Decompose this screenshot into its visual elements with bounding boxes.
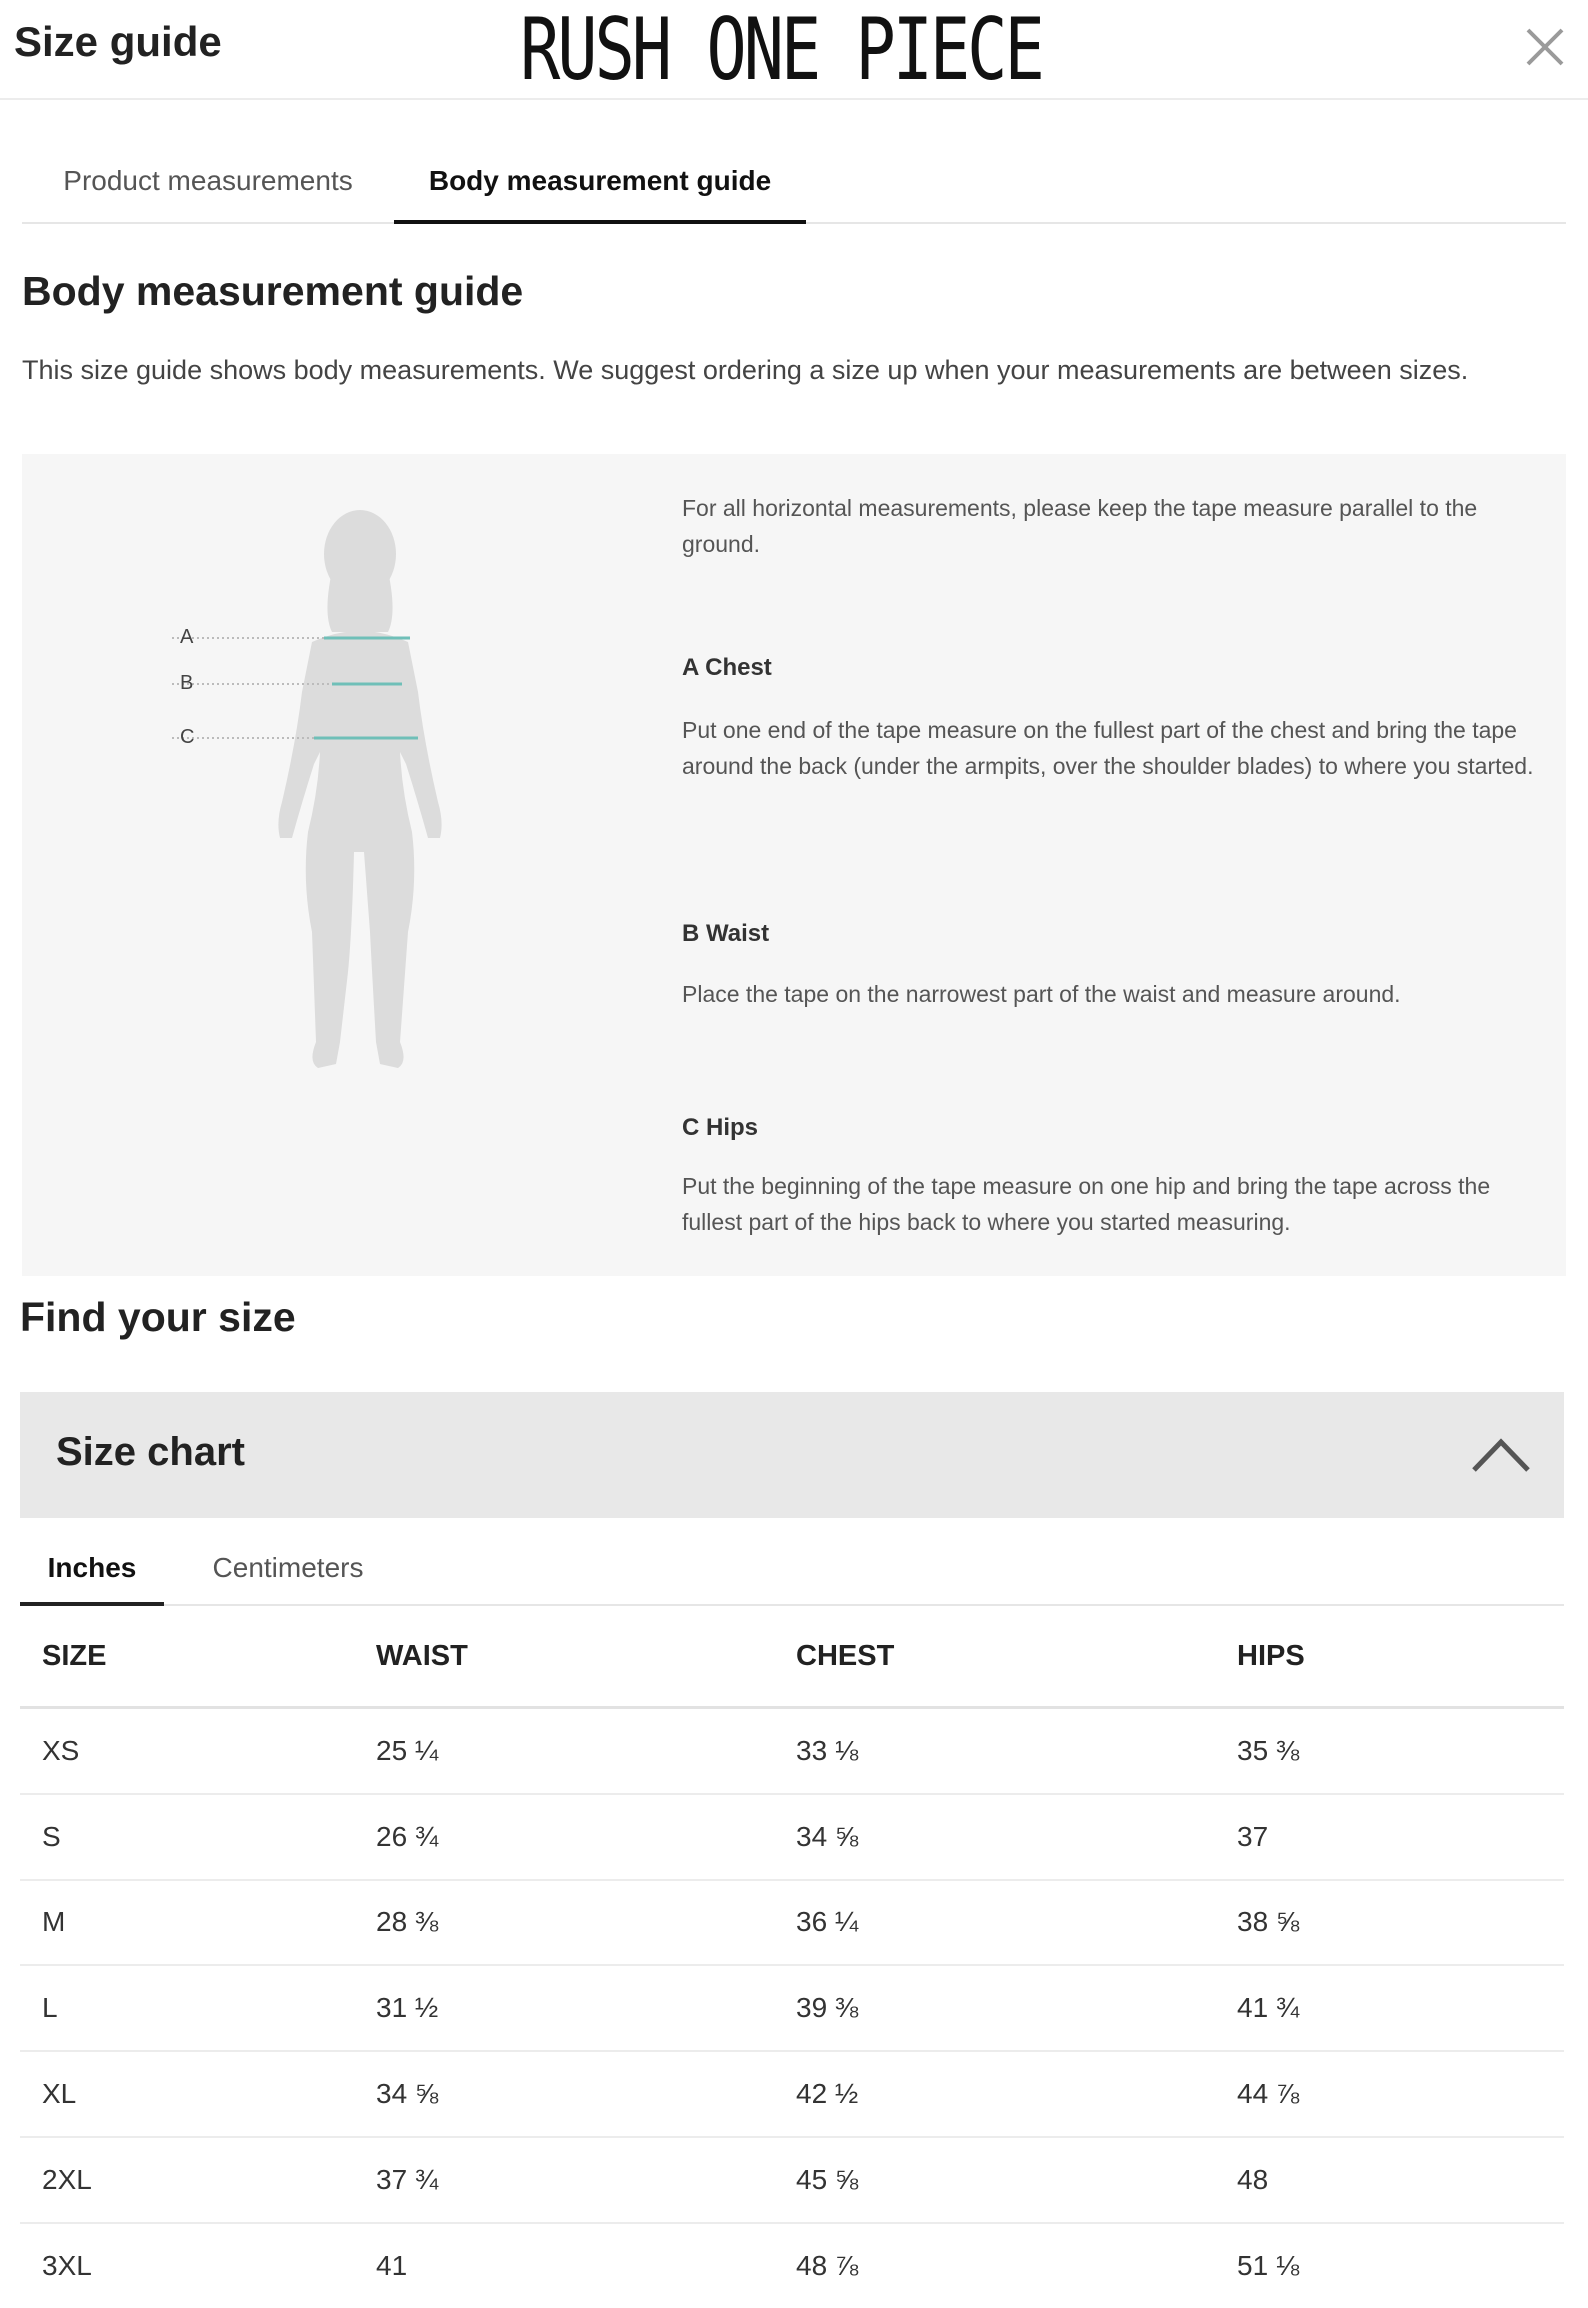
cell-chest: 45 ⅝ [796,2137,1237,2223]
hips-title: C Hips [682,1114,759,1141]
figure-label-a: A [180,626,194,648]
body-figure-icon [162,502,482,1082]
close-icon[interactable] [1520,22,1570,72]
tab-inches[interactable]: Inches [20,1518,164,1606]
cell-size: 3XL [42,2249,92,2281]
chest-title: A Chest [682,654,772,681]
chevron-up-icon[interactable] [1470,1426,1532,1482]
cell-chest: 33 ⅛ [796,1708,1237,1794]
figure-label-b: B [180,672,194,694]
table-header-row [20,1606,1564,1708]
tab-body-measurement-guide[interactable]: Body measurement guide [394,100,806,224]
unit-tabs [20,1518,1564,1606]
close-button[interactable] [1520,22,1570,72]
cell-waist: 34 ⅝ [376,2051,796,2137]
column-header-hips: HIPS [1237,1606,1564,1708]
figure-label-c: C [180,726,195,748]
cell-chest: 36 ¼ [796,1880,1237,1966]
cell-size: M [20,1880,376,1966]
waist-text: Place the tape on the narrowest part of the waist and measure around. [682,981,1401,1007]
cell-size: XL [20,2051,376,2137]
cell-chest: 42 ½ [796,2051,1237,2137]
cell-size: L [20,1965,376,2051]
cell-chest: 48 ⅞ [796,2249,859,2281]
cell-hips: 35 ⅜ [1237,1708,1564,1794]
measurement-guide-panel [22,454,1566,1276]
cell-size: 2XL [20,2137,376,2223]
table-row [20,2223,1564,2308]
cell-waist: 37 ¾ [376,2137,796,2223]
chest-text: Put one end of the tape measure on the fullest part of the chest and bring the tape around the back (under the armpits, over the shoulder blades) to where you started. [682,717,1534,779]
find-size-heading: Find your size [20,1294,296,1340]
cell-size: S [20,1794,376,1880]
measurement-lines [172,624,432,744]
table-row [20,2137,1564,2223]
cell-waist: 26 ¾ [376,1794,796,1880]
section-heading-body-guide: Body measurement guide [22,268,524,314]
cell-waist: 31 ½ [376,1965,796,2051]
tab-product-measurements[interactable]: Product measurements [63,165,353,196]
cell-waist: 28 ⅜ [376,1880,796,1966]
waist-title: B Waist [682,920,770,947]
cell-hips: 44 ⅞ [1237,2051,1564,2137]
cell-hips: 38 ⅝ [1237,1880,1564,1966]
modal-title: Size guide [14,18,222,65]
modal-header [0,0,1588,100]
size-chart-table [20,1606,1564,2308]
cell-waist: 41 [376,2249,408,2281]
body-figure-illustration [162,502,482,1082]
table-row [20,2051,1564,2137]
table-row [20,1794,1564,1880]
tab-centimeters[interactable]: Centimeters [212,1552,364,1583]
size-chart-title: Size chart [56,1430,245,1474]
size-chart-accordion[interactable] [20,1392,1564,1518]
hips-text: Put the beginning of the tape measure on one hip and bring the tape across the fullest part of the hips back to where you started measuring. [682,1173,1491,1235]
guide-tabs [22,100,1566,224]
cell-hips: 41 ¾ [1237,1965,1564,2051]
cell-chest: 34 ⅝ [796,1794,1237,1880]
cell-hips: 37 [1237,1794,1564,1880]
table-row [20,1965,1564,2051]
column-header-size: SIZE [20,1606,376,1708]
column-header-chest: CHEST [796,1606,1237,1708]
table-row [20,1708,1564,1794]
cell-chest: 39 ⅜ [796,1965,1237,2051]
cell-size: XS [20,1708,376,1794]
horizontal-note: For all horizontal measurements, please keep the tape measure parallel to the ground. [682,495,1478,557]
table-row [20,1880,1564,1966]
brand-logo-text: RUSH ONE PIECE [520,0,1042,100]
cell-hips: 51 ⅛ [1237,2249,1300,2281]
cell-hips: 48 [1237,2137,1564,2223]
column-header-waist: WAIST [376,1606,796,1708]
cell-waist: 25 ¼ [376,1708,796,1794]
intro-text: This size guide shows body measurements. We suggest ordering a size up when your measurements are between sizes. [22,355,1469,385]
